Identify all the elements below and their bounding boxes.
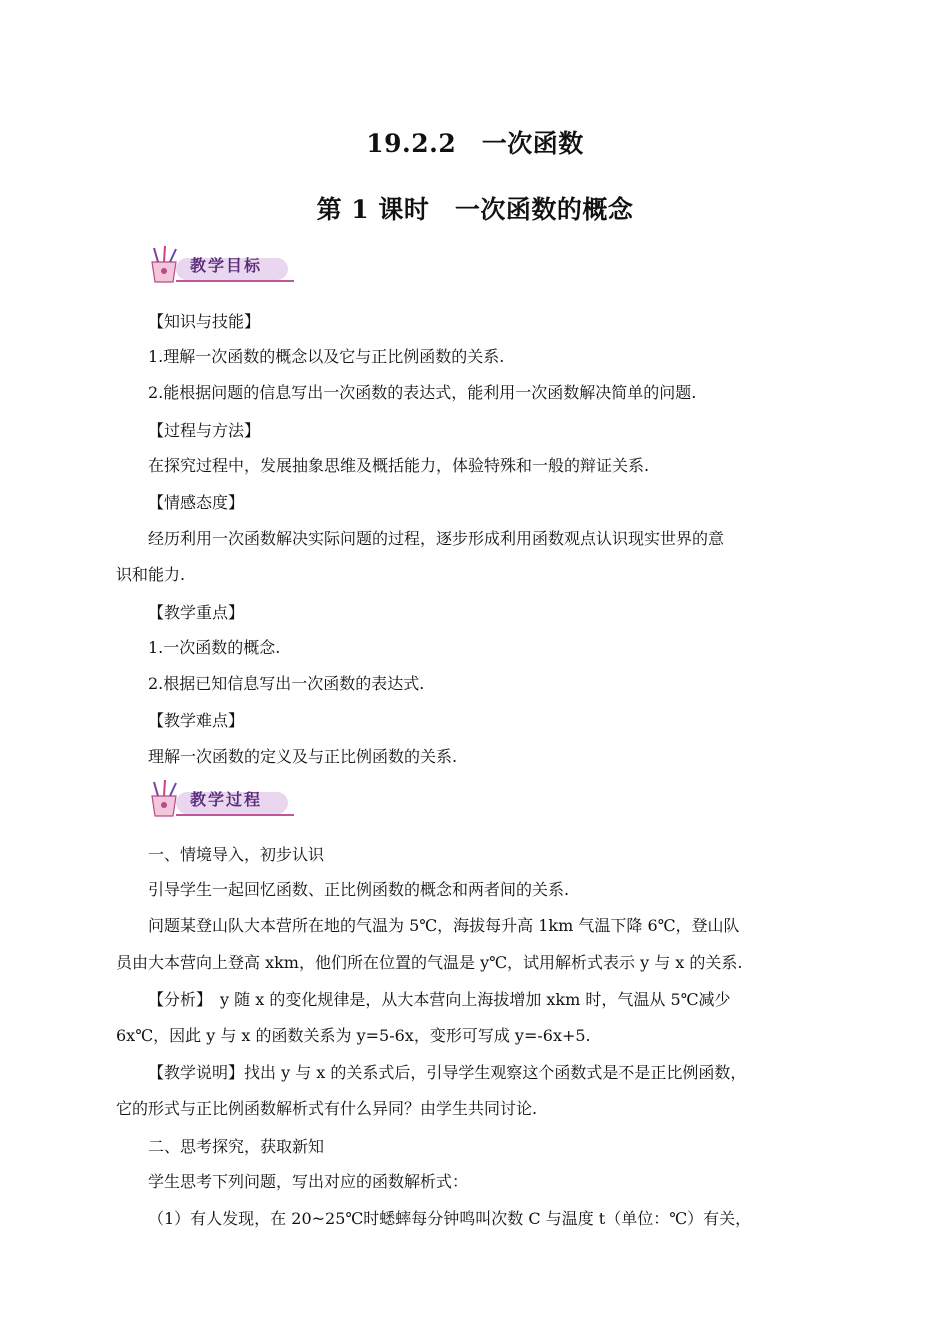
text-line: （1）有人发现，在 20~25℃时蟋蟀每分钟鸣叫次数 C 与温度 t（单位：℃）有关， — [148, 1209, 752, 1228]
text-line: 它的形式与正比例函数解析式有什么异同？由学生共同讨论. — [116, 1099, 538, 1118]
text-line: 员由大本营向上登高 xkm，他们所在位置的气温是 y℃，试用解析式表示 y 与 x 的关系. — [116, 953, 743, 972]
heading-key-points: 【教学重点】 — [148, 603, 245, 622]
section-heading: 一、情境导入，初步认识 — [148, 845, 325, 864]
text-line: 识和能力. — [116, 565, 186, 584]
text-line: 理解一次函数的定义及与正比例函数的关系. — [148, 747, 458, 766]
heading-process: 【过程与方法】 — [148, 421, 261, 440]
goals-badge-label: 教学目标 — [190, 256, 263, 275]
text-line: 1.理解一次函数的概念以及它与正比例函数的关系. — [148, 347, 505, 366]
text-line: 1.一次函数的概念. — [148, 638, 281, 657]
text-line: 6x℃，因此 y 与 x 的函数关系为 y=5-6x，变形可写成 y=-6x+5. — [116, 1026, 591, 1045]
process-badge-label: 教学过程 — [190, 790, 263, 809]
process-badge — [146, 778, 296, 820]
text-line: 引导学生一起回忆函数、正比例函数的概念和两者间的关系. — [148, 880, 570, 899]
text-line: 【分析】 y 随 x 的变化规律是，从大本营向上海拔增加 xkm 时，气温从 5℃减少 — [148, 990, 731, 1009]
text-line: 2.根据已知信息写出一次函数的表达式. — [148, 674, 425, 693]
goals-badge — [146, 244, 296, 286]
section-heading: 二、思考探究，获取新知 — [148, 1137, 325, 1156]
heading-knowledge: 【知识与技能】 — [148, 312, 261, 331]
lesson-title: 第 1 课时 一次函数的概念 — [316, 195, 634, 224]
text-line: 学生思考下列问题，写出对应的函数解析式： — [148, 1172, 469, 1191]
heading-difficulties: 【教学难点】 — [148, 711, 245, 730]
text-line: 2.能根据问题的信息写出一次函数的表达式，能利用一次函数解决简单的问题. — [148, 383, 697, 402]
text-line: 经历利用一次函数解决实际问题的过程，逐步形成利用函数观点认识现实世界的意 — [148, 529, 725, 548]
section-title: 19.2.2 一次函数 — [366, 129, 584, 158]
text-line: 在探究过程中，发展抽象思维及概括能力，体验特殊和一般的辩证关系. — [148, 456, 650, 475]
heading-attitude: 【情感态度】 — [148, 493, 245, 512]
text-line: 问题某登山队大本营所在地的气温为 5℃，海拔每升高 1km 气温下降 6℃，登山队 — [148, 916, 740, 935]
text-line: 【教学说明】找出 y 与 x 的关系式后，引导学生观察这个函数式是不是正比例函数， — [148, 1063, 747, 1082]
